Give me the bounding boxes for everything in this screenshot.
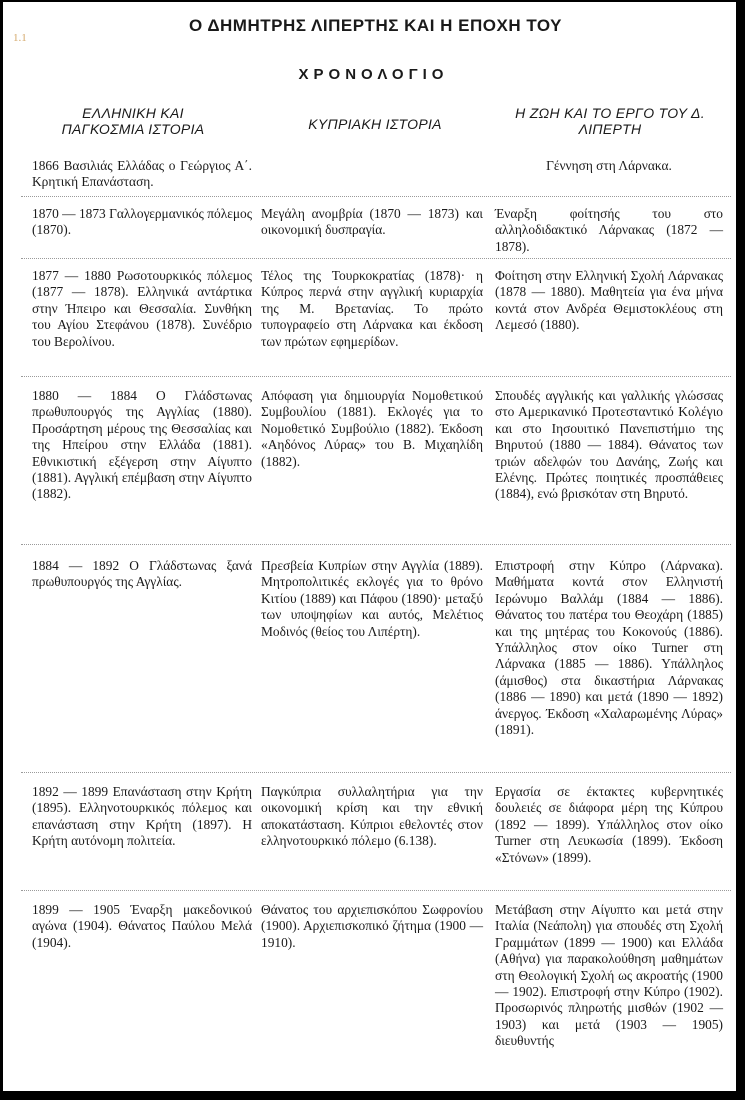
column-header-greek-world: ΕΛΛΗΝΙΚΗ ΚΑΙ ΠΑΓΚΟΣΜΙΑ ΙΣΤΟΡΙΑ (61, 105, 205, 137)
row-1884-cyprus: Πρεσβεία Κυπρίων στην Αγγλία (1889). Μητροπολιτικές εκλογές για το θρόνο Κιτίου (1889) και Πάφου (1890)· μεταξύ των υποψηφίων και αυτός, Μελέτιος Μοδινός (θείος του Λιπέρτη). (261, 558, 483, 639)
row-1884-greek-world: 1884 — 1892 Ο Γλάδστωνας ξανά πρωθυπουργός της Αγγλίας. (32, 558, 252, 590)
row-1877-greek-world: 1877 — 1880 Ρωσοτουρκικός πόλεμος (1877 — 1878). Ελληνικά αντάρτικα στην Ήπειρο και Θεσσαλία. Συνθήκη του Αγίου Στεφάνου (1878). Συνέδριο του Βερολίνου. (32, 268, 252, 349)
row-1892-cyprus: Παγκύπρια συλλαλητήρια για την οικονομική κρίση και την εθνική αποκατάσταση. Κύπριοι εθελοντές στον ελληνοτουρκικό πόλεμο (6.138). (261, 784, 483, 849)
row-1880-cyprus: Απόφαση για δημιουργία Νομοθετικού Συμβουλίου (1881). Εκλογές για το Νομοθετικό Συμβούλιο (1882). Έκδοση «Αηδόνος Λύρας» του Β. Μιχαηλίδη (1882). (261, 388, 483, 469)
row-1892-greek-world: 1892 — 1899 Επανάσταση στην Κρήτη (1895). Ελληνοτουρκικός πόλεμος και επανάσταση στην Κρήτη (1897). Η Κρήτη αυτόνομη πολιτεία. (32, 784, 252, 849)
column-header-liperti: Η ΖΩΗ ΚΑΙ ΤΟ ΕΡΓΟ ΤΟΥ Δ. ΛΙΠΕΡΤΗ (515, 105, 705, 137)
row-1866-greek-world: 1866 Βασιλιάς Ελλάδας ο Γεώργιος Α΄. Κρητική Επανάσταση. (32, 158, 252, 190)
row-divider (21, 258, 731, 259)
row-1884-liperti: Επιστροφή στην Κύπρο (Λάρνακα). Μαθήματα κοντά στον Ελληνιστή Ιερώνυμο Βαλλάμ (1884 — 1886). Θάνατος του πατέρα του Θεοχάρη (1885) και της μητέρας του Κοκονούς (1886). Υπάλληλος στον οίκο Turner στη Λάρνακα (1885 — 1886). Υπάλληλος (άμισθος) στα δικαστήρια Λάρνακας (1886 — 1890) και μετά (1890 — 1892) άνεργος. Έκδοση «Χαλαρωμένης Λύρας» (1891). (495, 558, 723, 738)
row-1892-liperti: Εργασία σε έκτακτες κυβερνητικές δουλειές σε διάφορα μέρη της Κύπρου (1892 — 1899). Υπάλληλος στον οίκο Turner στη Λευκωσία (1899). Έκδοση «Στόνων» (1899). (495, 784, 723, 865)
page-title: Ο ΔΗΜΗΤΡΗΣ ΛΙΠΕΡΤΗΣ ΚΑΙ Η ΕΠΟΧΗ ΤΟΥ (189, 16, 562, 35)
row-1877-cyprus: Τέλος της Τουρκοκρατίας (1878)· η Κύπρος περνά στην αγγλική κυριαρχία της Μ. Βρετανίας. Το πρώτο τυπογραφείο στη Λάρνακα και έκδοση των πρώτων εφημερίδων. (261, 268, 483, 349)
row-divider (21, 890, 731, 891)
row-1870-liperti: Έναρξη φοίτησής του στο αλληλοδιδακτικό Λάρνακας (1872 — 1878). (495, 206, 723, 254)
row-divider (21, 376, 731, 377)
row-divider (21, 196, 731, 197)
row-1866-liperti: Γέννηση στη Λάρνακα. (546, 158, 672, 173)
row-1880-greek-world: 1880 — 1884 Ο Γλάδστωνας πρωθυπουργός της Αγγλίας (1880). Προσάρτηση μέρους της Θεσσαλίας και της Ηπείρου στην Ελλάδα (1881). Εθνικιστική εξέγερση στην Αίγυπτο (1881). Αγγλική επέμβαση στην Αίγυπτο (1882). (32, 388, 252, 502)
row-1880-liperti: Σπουδές αγγλικής και γαλλικής γλώσσας στο Αμερικανικό Προτεσταντικό Κολέγιο και στο Ιησουιτικό Πανεπιστήμιο της Βηρυτού (1880 — 1884). Θάνατος των τριών αδελφών του Δανάης, Ζωής και Ελένης. Πρώτες ποιητικές προσπάθειες (1884), ενώ βρισκόταν στη Βηρυτό. (495, 388, 723, 502)
column-header-cyprus: ΚΥΠΡΙΑΚΗ ΙΣΤΟΡΙΑ (308, 116, 442, 132)
row-1899-liperti: Μετάβαση στην Αίγυπτο και μετά στην Ιταλία (Νεάπολη) για σπουδές στη Σχολή Γραμμάτων (1899 — 1900) και Ελλάδα (Αθήνα) για παρακολούθηση μαθημάτων στη Θεολογική Σχολή ως ακροατής (1900 — 1902). Επιστροφή στην Κύπρο (1902). Προσωρινός πληρωτής μισθών (1902 — 1903) και μετά (1903 — 1905) διευθυντής (495, 902, 723, 1049)
row-divider (21, 772, 731, 773)
corner-mark: 1.1 (13, 32, 27, 44)
row-1870-cyprus: Μεγάλη ανομβρία (1870 — 1873) και οικονομική δυσπραγία. (261, 206, 483, 238)
row-1899-cyprus: Θάνατος του αρχιεπισκόπου Σωφρονίου (1900). Αρχιεπισκοπικό ζήτημα (1900 — 1910). (261, 902, 483, 950)
row-1870-greek-world: 1870 — 1873 Γαλλογερμανικός πόλεμος (1870). (32, 206, 252, 238)
row-divider (21, 544, 731, 545)
row-1877-liperti: Φοίτηση στην Ελληνική Σχολή Λάρνακας (1878 — 1880). Μαθητεία για ένα μήνα κοντά στον Ανδρέα Θεμιστοκλέους στη Λεμεσό (1880). (495, 268, 723, 333)
page-subtitle: ΧΡΟΝΟΛΟΓΙΟ (298, 66, 449, 83)
row-1899-greek-world: 1899 — 1905 Έναρξη μακεδονικού αγώνα (1904). Θάνατος Παύλου Μελά (1904). (32, 902, 252, 950)
